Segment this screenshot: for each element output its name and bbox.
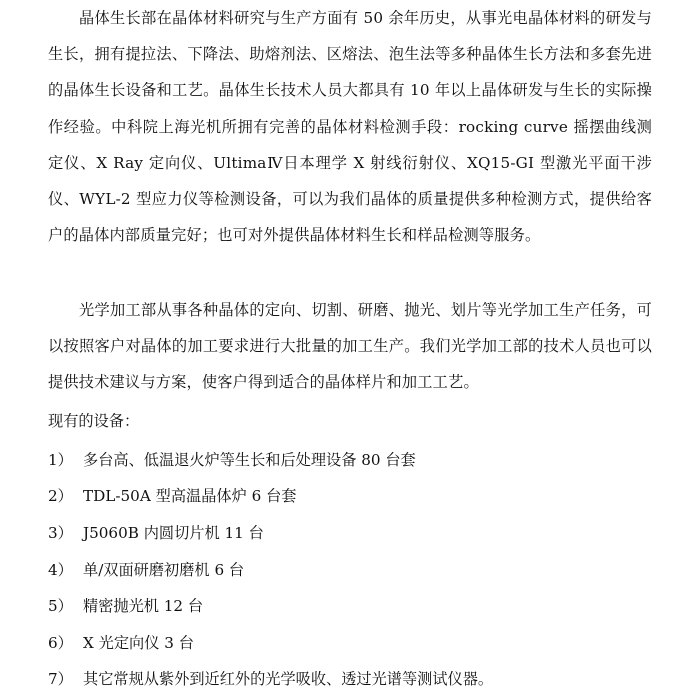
list-item-text: X 光定向仪 3 台 xyxy=(83,633,194,652)
list-item xyxy=(48,514,493,551)
list-item xyxy=(48,551,493,588)
list-item-number: 3） xyxy=(48,523,73,542)
list-item xyxy=(48,587,493,624)
list-item-text: TDL-50A 型高温晶体炉 6 台套 xyxy=(83,487,297,506)
list-item-text: 单/双面研磨初磨机 6 台 xyxy=(83,560,245,579)
list-item xyxy=(48,624,493,661)
list-item-text: 其它常规从紫外到近红外的光学吸收、透过光谱等测试仪器。 xyxy=(83,670,494,689)
list-item xyxy=(48,478,493,515)
list-item-number: 5） xyxy=(48,597,73,616)
list-item-number: 6） xyxy=(48,633,73,652)
list-item xyxy=(48,661,493,698)
list-item-number: 1） xyxy=(48,450,73,469)
crystal-growth-paragraph: 晶体生长部在晶体材料研究与生产方面有 50 余年历史，从事光电晶体材料的研发与生长，拥有提拉法、下降法、助熔剂法、区熔法、泡生法等多种晶体生长方法和多套先进的晶体生长设备和工艺。晶体生长技术人员大都具有 10 年以上晶体研发与生长的实际操作经验。中科院上海光机所拥有完善的晶体材料检测手段：rocking curve 摇摆曲线测定仪、X Ray 定向仪、UltimaⅣ日本理学 X 射线衍射仪、XQ15-GI 型激光平面干涉仪、WYL-2 型应力仪等检测设备，可以为我们晶体的质量提供多种检测方式，提供给客户的晶体内部质量完好；也可对外提供晶体材料生长和样品检测等服务。 xyxy=(48,9,652,245)
list-item-number: 2） xyxy=(48,487,73,506)
list-item-number: 7） xyxy=(48,670,73,689)
list-item-number: 4） xyxy=(48,560,73,579)
optical-processing-paragraph: 光学加工部从事各种晶体的定向、切割、研磨、抛光、划片等光学加工生产任务，可以按照客户对晶体的加工要求进行大批量的加工生产。我们光学加工部的技术人员也可以提供技术建议与方案，使客户得到适合的晶体样片和加工工艺。 xyxy=(48,301,652,392)
list-item xyxy=(48,441,493,478)
list-item-text: J5060B 内圆切片机 11 台 xyxy=(83,523,264,542)
equipment-heading: 现有的设备： xyxy=(48,412,140,430)
list-item-text: 精密抛光机 12 台 xyxy=(83,597,204,616)
list-item-text: 多台高、低温退火炉等生长和后处理设备 80 台套 xyxy=(83,450,416,469)
equipment-list xyxy=(48,441,493,697)
